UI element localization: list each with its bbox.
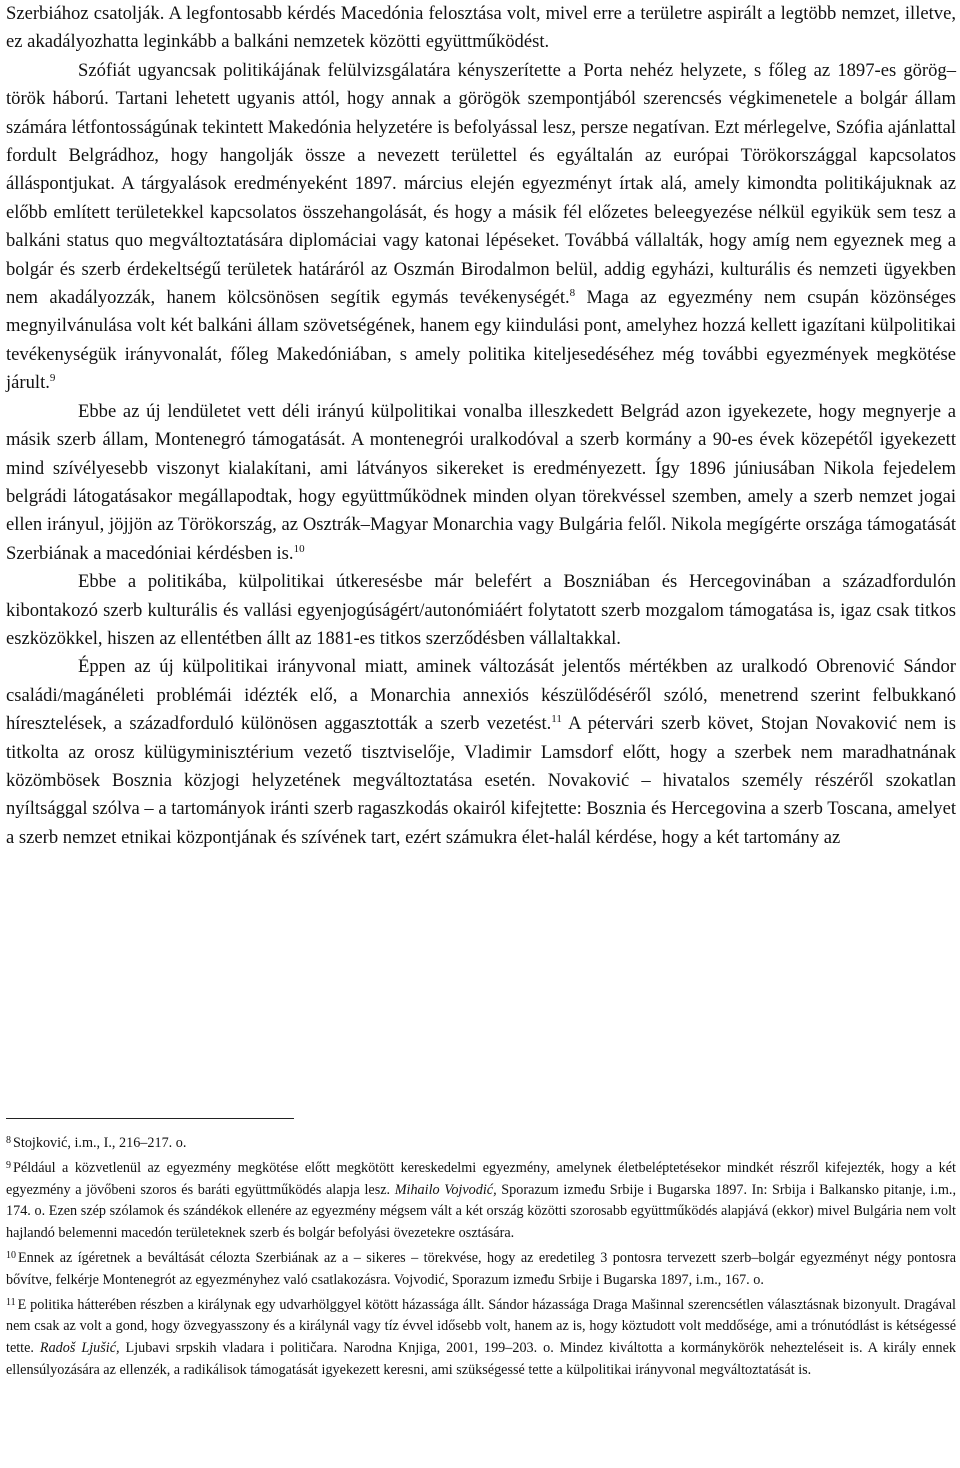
footnote-number: 8 [6, 1135, 11, 1146]
footnote-ref-9[interactable]: 9 [49, 372, 56, 385]
footnote-text: Ljubavi srpskih vladara i političara. Narodna Knjiga, 2001, 199–203. o. Mindez kiváltotta a kormánykörök nehezteléseit is. A király ennek ellensúlyozására az ellenzék, a radikálisok támogatását igyekezett keresni, ami szükségessé tette a külpolitikai irányvonal megváltoztatását is. [6, 1340, 956, 1378]
paragraph-text: A pétervári szerb követ, Stojan Novaković nem is titkolta az orosz külügyminisztérium vezető tisztviselője, Vladimir Lamsdorf előtt, hogy a szerbek nem maradhatnának közömbösek Bosznia közjogi helyzetének megváltoztatása esetén. Novaković – hivatalos személy részéről szokatlan nyíltsággal szólva – a tartományok iránti szerb ragaszkodás okairól kifejtette: Bosznia és Hercegovina a szerb Toscana, amelyet a szerb nemzet etnikai központjának és szívének tart, ezért számukra élet-halál kérdése, hogy a két tartomány az [6, 713, 956, 848]
footnote-11 [6, 1292, 956, 1382]
paragraph-text: Ebbe a politikába, külpolitikai útkeresésbe már belefért a Boszniában és Hercegovinában a századfordulón kibontakozó szerb kulturális és vallási egyenjogúságért/autonómiáért folytatott szerb mozgalom támogatása is, igaz csak titkos eszközökkel, hiszen az ellentétben állt az 1881-es titkos szerződésben vállaltakkal. [6, 571, 956, 649]
footnote-text: E politika hátterében részben a királynak egy udvarhölggyel kötött házassága állt. Sándor házassága Draga Mašinnal szerencsétlen választásnak bizonyult. Dragával nem csak az volt a gond, hogy özvegyasszony és a királynál vagy tíz évvel idősebb volt, hanem az is, hogy köztudott volt meddősége, ami a trónutódlást is kétségessé tette. [6, 1296, 956, 1357]
paragraph-text: Maga az egyezmény nem csupán közönséges megnyilvánulása volt két balkáni állam szövetségének, hanem egy kiindulási pont, amelyhez hozzá kellett igazítani külpolitikai tevékenységük irányvonalát, főleg Makedóniában, s amely politika kiteljesedéséhez még további egyezmények megkötése járult. [6, 287, 956, 394]
paragraph-5 [6, 653, 956, 852]
paragraph-4 [6, 568, 956, 653]
footnote-author: Mihailo Vojvodić, [394, 1181, 497, 1198]
paragraph-text: Szófiát ugyancsak politikájának felülvizsgálatára kényszerítette a Porta nehéz helyzete, s főleg az 1897-es görög–török háború. Tartani lehetett ugyanis attól, hogy annak a görögök szempontjából szerencsés végkimenetele a bolgár állam számára létfontosságúnak tekintett Makedónia helyzetére is befolyással lesz, persze negatívan. Ezt mérlegelve, Szófia ajánlattal fordult Belgrádhoz, hogy hangolják össze a nevezett területtel és egyáltalán az európai Törökországgal kapcsolatos álláspontjukat. A tárgyalások eredményeként 1897. március elején egyezményt írtak alá, amely kimondta politikájuknak az előbb említett területekkel kapcsolatos összehangolását, és hogy a másik fél előzetes beleegyezése nélkül egyikük sem tesz a balkáni status quo megváltoztatására diplomáciai vagy katonai lépéseket. Továbbá vállalták, hogy amíg nem egyeznek meg a bolgár és szerb érdekeltségű területek határáról az Oszmán Birodalmon belül, addig egyházi, kulturális és nemzeti ügyekben nem akadályozzák, hanem kölcsönösen segítik egymás tevékenységét. [6, 59, 956, 309]
footnote-9 [6, 1155, 956, 1245]
paragraph-2 [6, 57, 956, 398]
main-text [6, 0, 956, 852]
footnote-divider [6, 1118, 294, 1119]
footnote-number: 10 [6, 1249, 16, 1261]
footnote-text: Stojković, i.m., I., 216–217. o. [13, 1135, 187, 1151]
footnote-text: Sporazum između Srbije i Bugarska 1897. In: Srbija i Balkansko pitanje, i.m., 174. o. Ezen szép szólamok és szándékok ellenére az egyezmény mégsem vált a két ország közötti szorosabb együttműködés alapjává (ekkor) mivel Bulgária nem volt hajlandó belemenni macedón területeknek szerb és bolgár befolyási övezetekre osztására. [6, 1181, 956, 1242]
footnote-ref-10[interactable]: 10 [293, 542, 305, 555]
footnote-number: 9 [6, 1159, 11, 1171]
footnote-number: 11 [6, 1296, 16, 1308]
footnote-8 [6, 1130, 956, 1155]
footnote-ref-11[interactable]: 11 [551, 713, 562, 726]
footnote-ref-8[interactable]: 8 [569, 287, 576, 300]
paragraph-text: Szerbiához csatolják. A legfontosabb kérdés Macedónia felosztása volt, mivel erre a területre aspirált a legtöbb nemzet, illetve, ez akadályozhatta leginkább a balkáni nemzetek közötti együttműködést. [6, 3, 956, 53]
paragraph-3 [6, 398, 956, 568]
paragraph-1 [6, 0, 956, 57]
footnote-author: Radoš Ljušić, [39, 1340, 120, 1357]
paragraph-text: Éppen az új külpolitikai irányvonal miatt, aminek változását jelentős mértékben az uralkodó Obrenović Sándor családi/magánéleti problémái idézték elő, a Monarchia annexiós készülődéséről szóló, menetrend szerint felbukkanó híresztelések, a századforduló különösen aggasztották a szerb vezetést. [6, 656, 956, 735]
footnotes [6, 1130, 956, 1382]
footnote-text: Például a közvetlenül az egyezmény megkötése előtt megkötött kereskedelmi egyezmény, amelynek életbeléptetésekor mindkét részről kifejezték, hogy a két egyezmény a jövőbeni szoros és baráti együttműködés alapja lesz. [6, 1159, 956, 1198]
footnote-text: Ennek az ígéretnek a beváltását célozta Szerbiának az a – sikeres – törekvése, hogy az eredetileg 3 pontosra tervezett szerb–bolgár egyezményt négy pontosra bővítve, felkérje Montenegrót az egyezményhez való csatlakozásra. Vojvodić, Sporazum između Srbije i Bugarska 1897, i.m., 167. o. [6, 1249, 956, 1288]
paragraph-text: Ebbe az új lendületet vett déli irányú külpolitikai vonalba illeszkedett Belgrád azon igyekezete, hogy megnyerje a másik szerb állam, Montenegró támogatását. A montenegrói uralkodóval a szerb kormány a 90-es évek közepétől igyekezett mind szívélyesebb viszonyt kialakítani, ami látványos sikereket is eredményezett. Így 1896 júniusában Nikola fejedelem belgrádi látogatásakor megállapodtak, hogy együttműködnek minden olyan törekvéssel szemben, amely a szerb nemzet jogai ellen irányul, jöjjön az Törökország, az Osztrák–Magyar Monarchia vagy Bulgária felől. Nikola megígérte országa támogatását Szerbiának a macedóniai kérdésben is. [6, 400, 956, 564]
footnote-10 [6, 1245, 956, 1292]
